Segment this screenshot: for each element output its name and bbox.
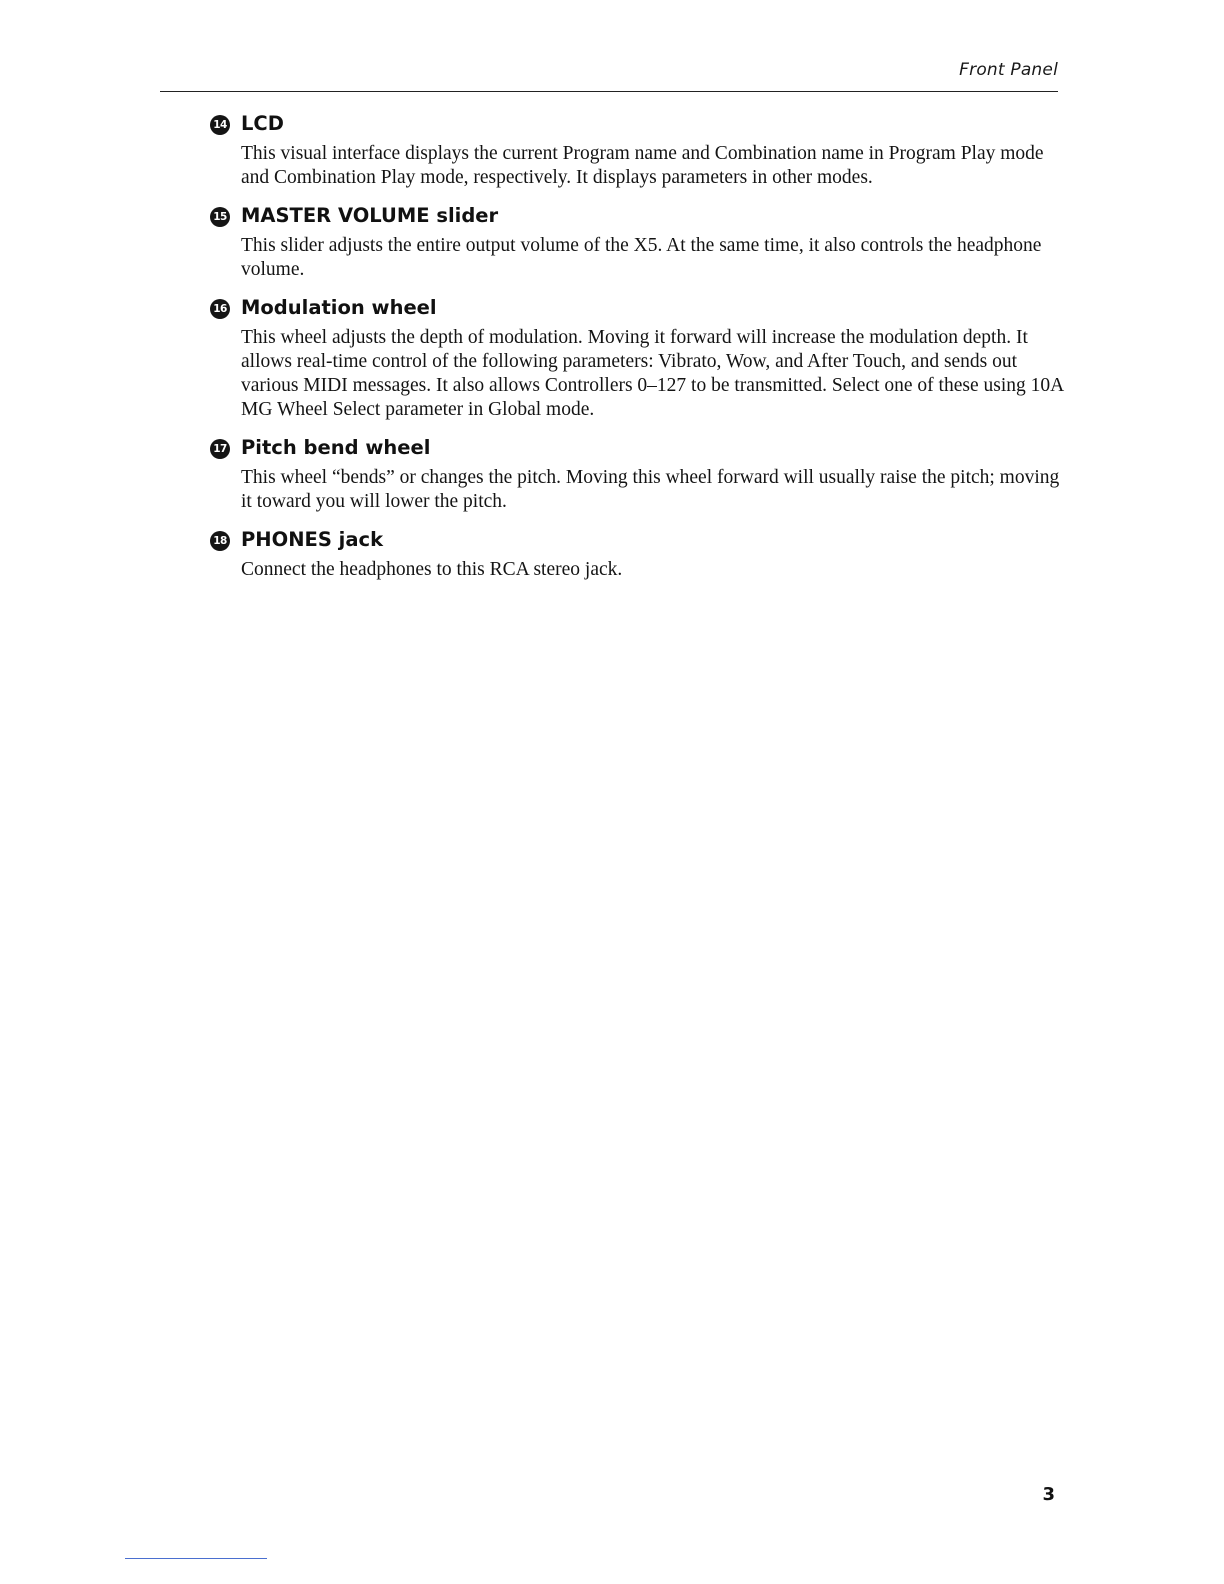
page-number: 3 [1042,1484,1055,1505]
entry-heading [210,294,1070,326]
entry-title: PHONES jack [241,528,384,551]
entry-phones-jack [210,526,1070,582]
entry-title: Modulation wheel [241,296,437,319]
entry-title: MASTER VOLUME slider [241,204,499,227]
number-badge-icon: 18 [210,531,230,551]
entry-heading [210,434,1070,466]
number-badge-icon: 15 [210,207,230,227]
entry-heading [210,110,1070,142]
entry-body: This slider adjusts the entire output volume of the X5. At the same time, it also controls the headphone volume. [241,235,1042,280]
number-badge-icon: 16 [210,299,230,319]
entry-title: LCD [241,112,284,135]
entry-lcd [210,110,1070,190]
entry-title: Pitch bend wheel [241,436,431,459]
entry-body: Connect the headphones to this RCA stereo jack. [241,559,623,580]
number-badge-icon: 17 [210,439,230,459]
entry-heading [210,526,1070,558]
entry-body: This wheel “bends” or changes the pitch. Moving this wheel forward will usually raise the pitch; moving it toward you will lower the pitch. [241,467,1060,512]
page-content [210,110,1070,594]
running-header: Front Panel [959,60,1058,80]
entry-body: This visual interface displays the current Program name and Combination name in Program Play mode and Combination Play mode, respectively. It displays parameters in other modes. [241,143,1044,188]
header-rule [160,91,1058,92]
entry-master-volume-slider [210,202,1070,282]
entry-body: This wheel adjusts the depth of modulation. Moving it forward will increase the modulation depth. It allows real-time control of the following parameters: Vibrato, Wow, and After Touch, and sends out various MIDI messages. It also allows Controllers 0–127 to be transmitted. Select one of these using 10A MG Wheel Select parameter in Global mode. [241,327,1064,420]
footer-rule [125,1558,267,1559]
number-badge-icon: 14 [210,115,230,135]
entry-pitch-bend-wheel [210,434,1070,514]
entry-heading [210,202,1070,234]
entry-modulation-wheel [210,294,1070,422]
